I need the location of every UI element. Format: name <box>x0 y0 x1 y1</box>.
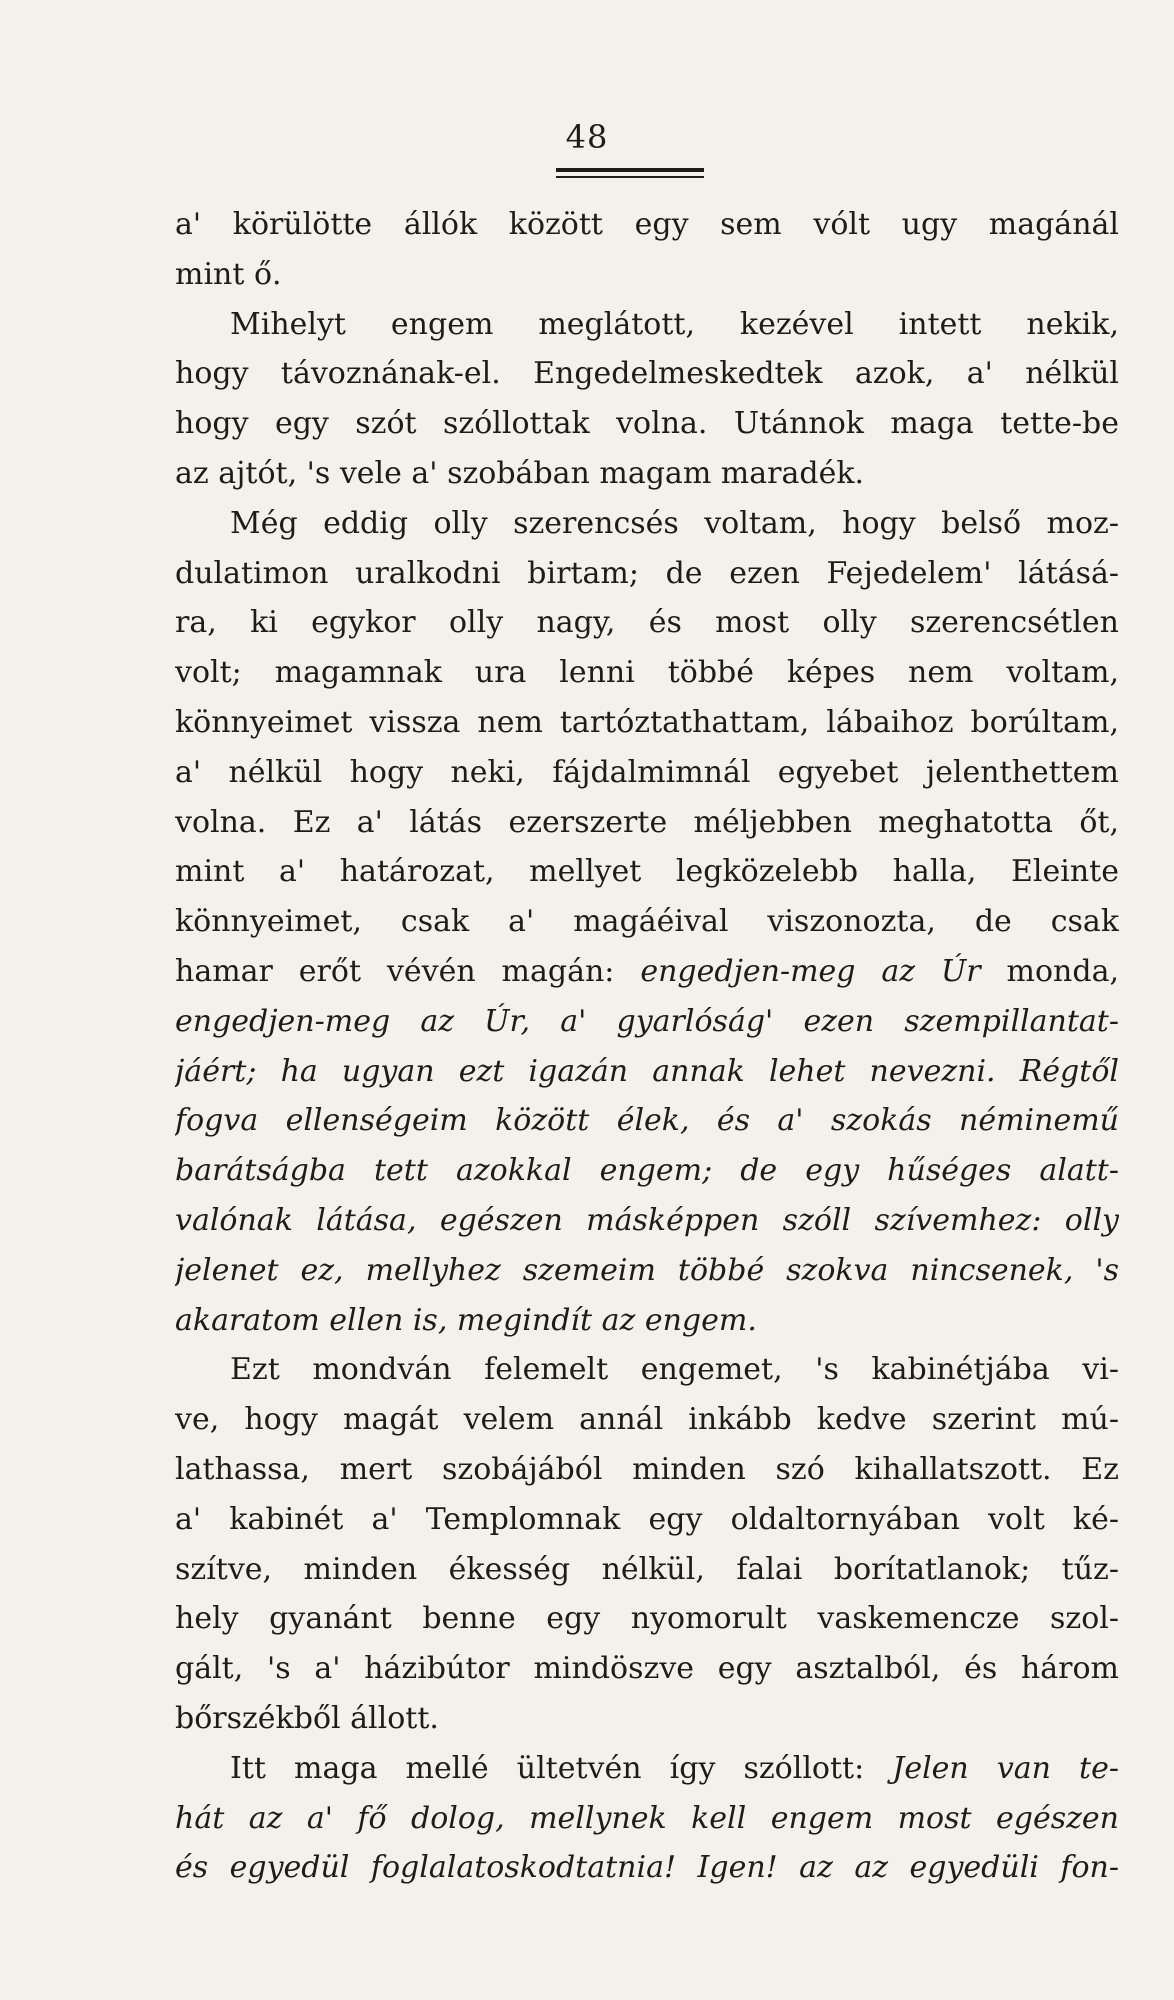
text-line: hogy távoznának-el. Engedelmeskedtek azok, a' nélkül <box>175 356 1119 392</box>
text-line: hely gyanánt benne egy nyomorult vaskemencze szol- <box>175 1601 1119 1637</box>
text-line: jelenet ez, mellyhez szemeim többé szokva nincsenek, 's <box>175 1252 1119 1288</box>
text-span <box>996 1054 1020 1089</box>
text-span: monda, <box>980 953 1119 989</box>
text-line: valónak látása, egészen másképpen szóll szívemhez: olly <box>175 1202 1119 1238</box>
text-line: dulatimon uralkodni birtam; de ezen Fejedelem' látásá- <box>175 555 1119 591</box>
text-line: könnyeimet vissza nem tartóztathattam, lábaihoz borúltam, <box>175 704 1119 740</box>
text-line: fogva ellenségeim között élek, és a' szokás néminemű <box>175 1103 1119 1139</box>
text-line: az ajtót, 's vele a' szobában magam maradék. <box>175 455 865 491</box>
text-line: a' kabinét a' Templomnak egy oldaltornyában volt ké- <box>175 1501 1119 1537</box>
text-span: engedjen-meg az Úr <box>640 953 981 989</box>
text-line: Mihelyt engem meglátott, kezével intett nekik, <box>230 306 1119 342</box>
text-line: Ezt mondván felemelt engemet, 's kabinétjába vi- <box>230 1352 1119 1388</box>
text-line: a' nélkül hogy neki, fájdalmimnál egyebet jelenthettem <box>175 754 1119 790</box>
header-rule-thin <box>556 176 704 178</box>
text-span <box>676 1850 697 1885</box>
text-line: ra, ki egykor olly nagy, és most olly szerencsétlen <box>175 605 1119 641</box>
text-line: gált, 's a' házibútor mindöszve egy asztalból, és három <box>175 1651 1119 1687</box>
text-line: ve, hogy magát velem annál inkább kedve szerint mú- <box>175 1402 1119 1438</box>
text-line: hát az a' fő dolog, mellynek kell engem most egészen <box>175 1800 1119 1836</box>
text-line: lathassa, mert szobájából minden szó kihallatszott. Ez <box>175 1451 1119 1487</box>
text-line: bőrszékből állott. <box>175 1700 439 1736</box>
text-line <box>175 1843 1119 1893</box>
text-line: mint a' határozat, mellyet legközelebb halla, Eleinte <box>175 854 1119 890</box>
page-number: 48 <box>565 118 609 156</box>
text-line: engedjen-meg az Úr, a' gyarlóság' ezen szempillantat- <box>175 1003 1119 1039</box>
text-line: volna. Ez a' látás ezerszerte méljebben meghatotta őt, <box>175 804 1119 840</box>
text-line: volt; magamnak ura lenni többé képes nem voltam, <box>175 655 1119 691</box>
text-span: Igen! az az egyedüli fon- <box>697 1850 1119 1886</box>
text-span: hamar erőt vévén magán: <box>175 953 641 989</box>
text-line: akaratom ellen is, megindít az engem. <box>175 1302 757 1338</box>
text-line: könnyeimet, csak a' magáéival viszonozta, de csak <box>175 904 1119 940</box>
text-span: Jelen van te- <box>892 1750 1119 1786</box>
header-rule-thick <box>556 168 704 172</box>
text-span: és egyedül foglalatoskodtatnia! <box>175 1850 677 1886</box>
text-line <box>175 1047 1119 1097</box>
text-span: Régtől <box>1019 1053 1119 1089</box>
text-line <box>175 947 1119 997</box>
text-line: hogy egy szót szóllottak volna. Utánnok maga tette-be <box>175 406 1119 442</box>
text-span: jáért; ha ugyan ezt igazán annak lehet nevezni. <box>175 1053 996 1089</box>
body-text <box>175 200 1119 1893</box>
text-line: szítve, minden ékesség nélkül, falai borítatlanok; tűz- <box>175 1551 1119 1587</box>
text-line: a' körülötte állók között egy sem vólt ugy magánál <box>175 207 1119 242</box>
text-line: Még eddig olly szerencsés voltam, hogy belső moz- <box>230 505 1119 541</box>
text-line <box>175 1744 1119 1794</box>
text-line: mint ő. <box>175 256 282 292</box>
text-line: barátságba tett azokkal engem; de egy hűséges alatt- <box>175 1153 1119 1189</box>
text-span: Itt maga mellé ültetvén így szóllott: <box>230 1750 893 1786</box>
